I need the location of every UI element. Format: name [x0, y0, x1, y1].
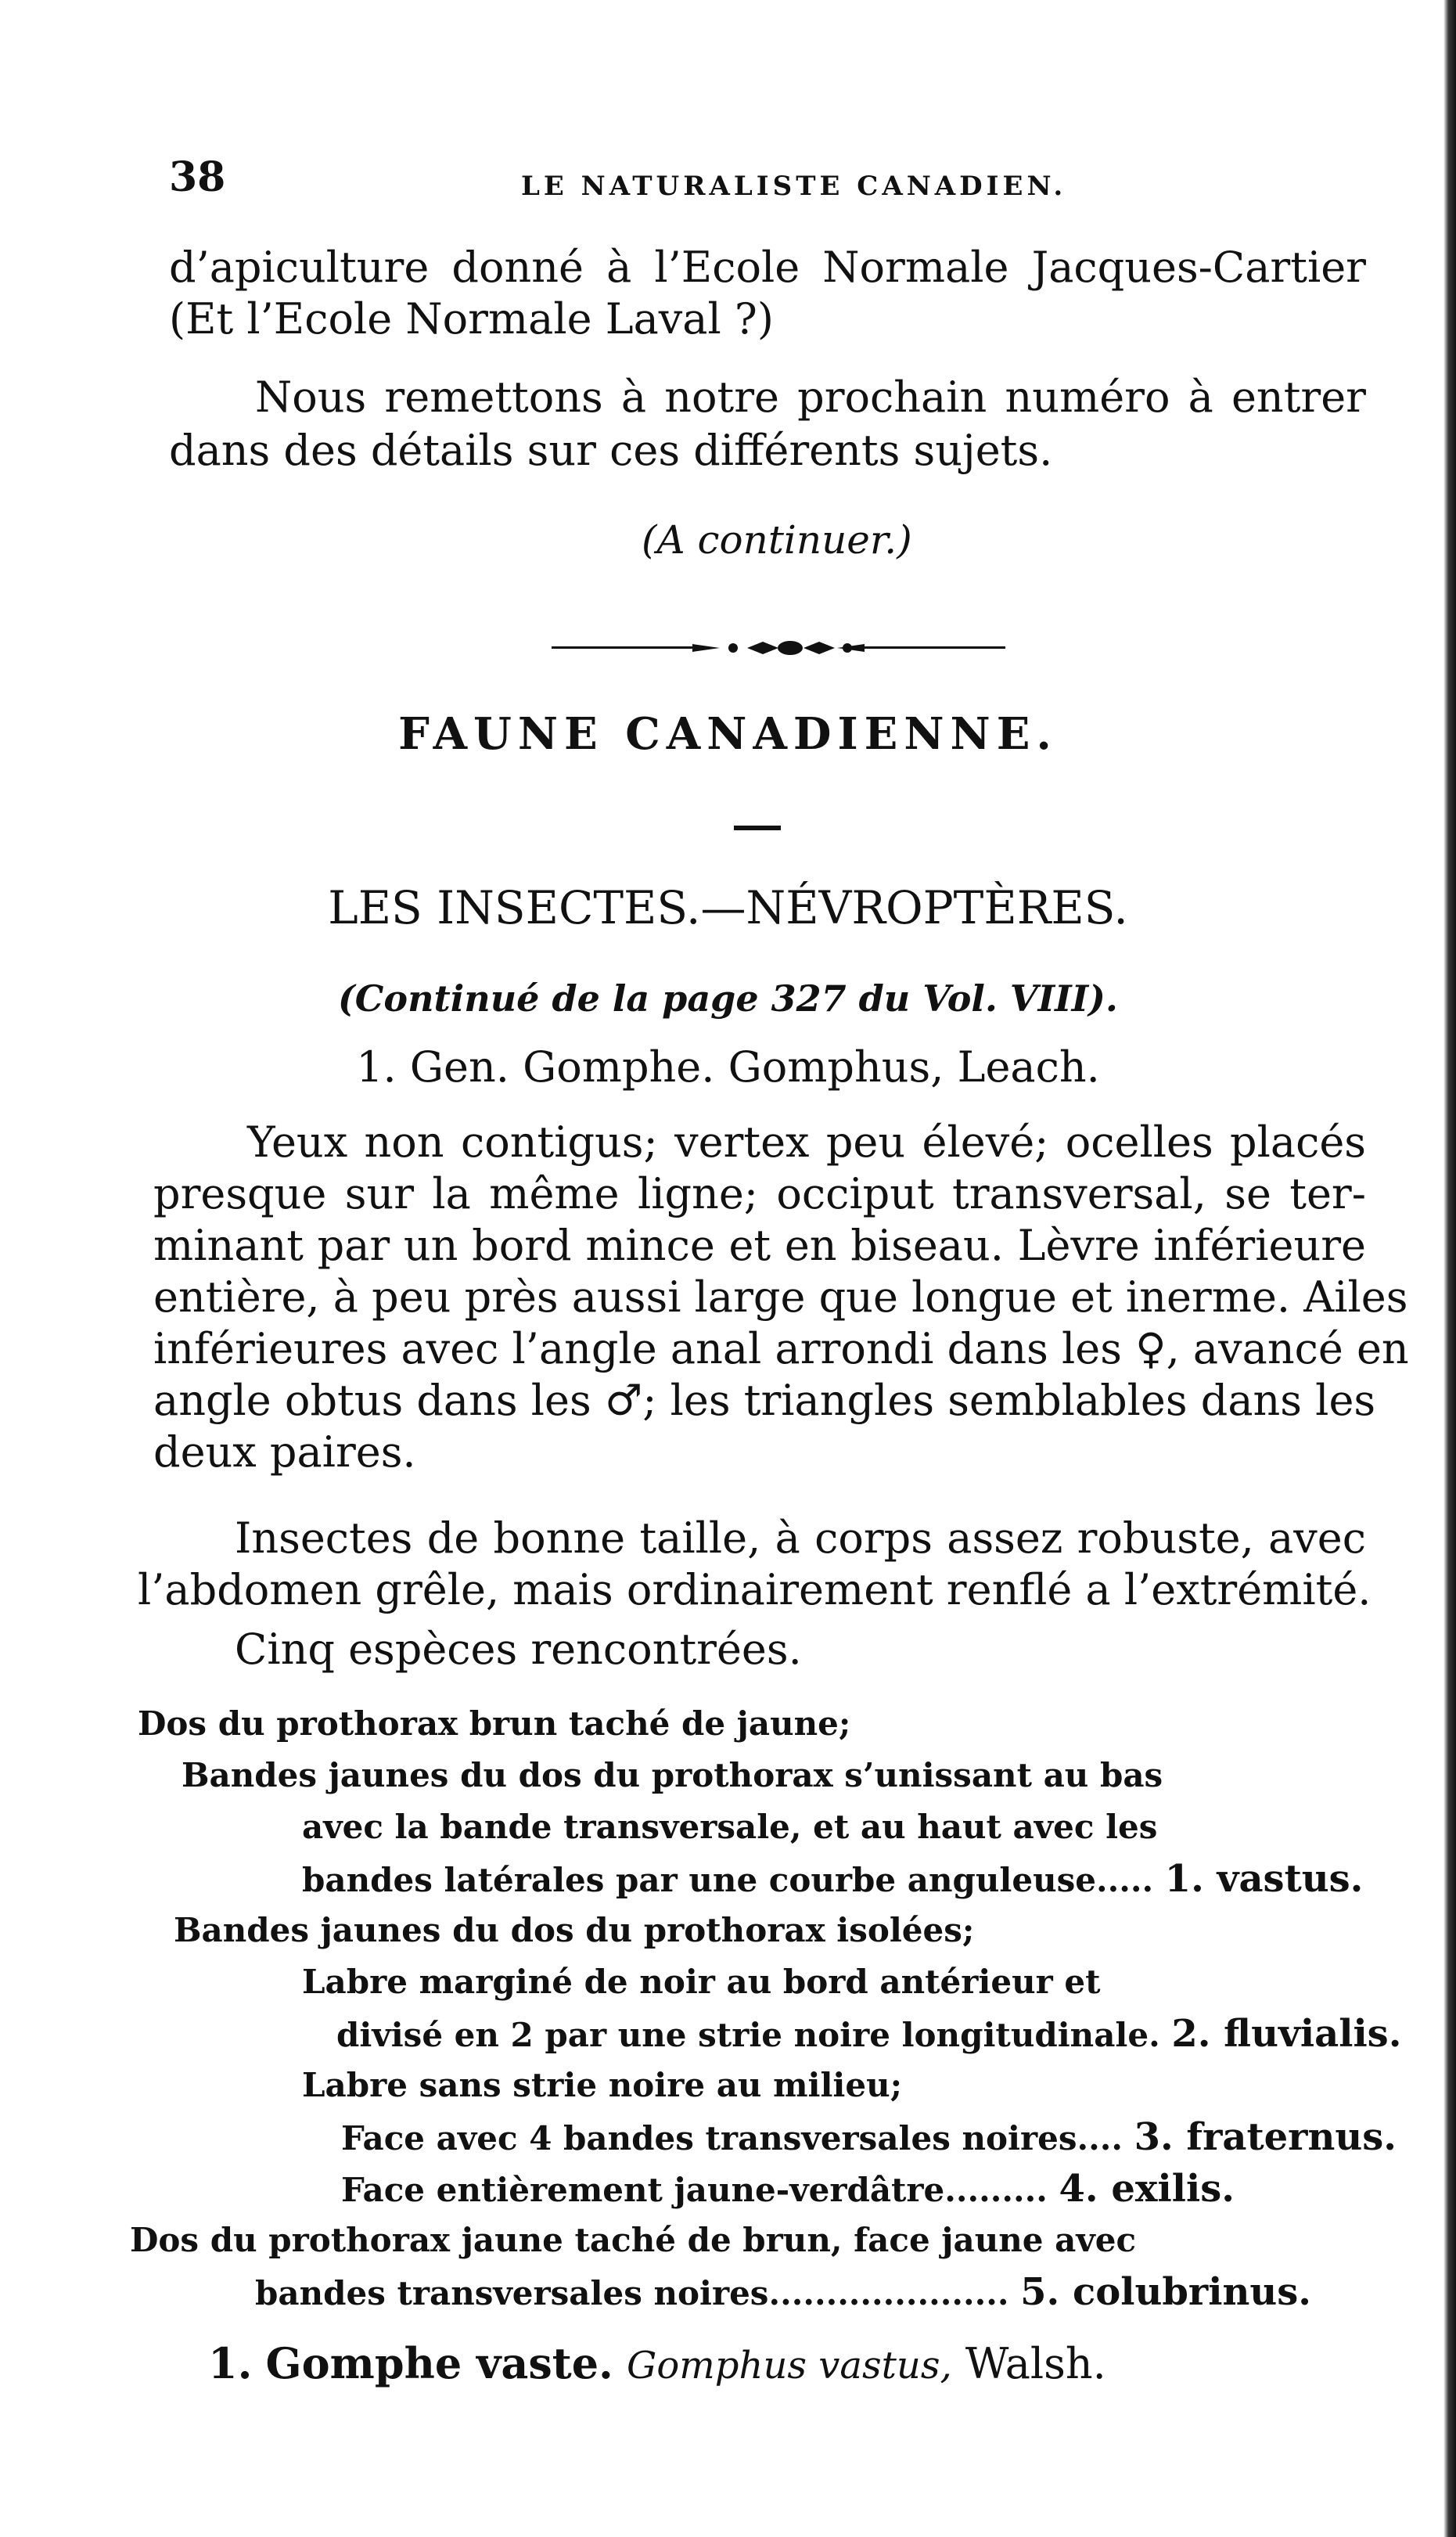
- key-line-11: Dos du prothorax jaune taché de brun, face jaune avec: [130, 2221, 1137, 2259]
- continued-from: (Continué de la page 327 du Vol. VIII).: [338, 977, 1118, 1020]
- intro-line-1: d’apiculture donné à l’Ecole Normale Jacques-Cartier: [169, 243, 1366, 292]
- section-title: FAUNE CANADIENNE.: [398, 708, 1058, 760]
- species-heading: [208, 2340, 1106, 2389]
- description-line-4: entière, à peu près aussi large que longue et inerme. Ailes: [153, 1272, 1408, 1322]
- key-line-5: Bandes jaunes du dos du prothorax isolées;: [174, 1911, 975, 1949]
- ornamental-divider: [552, 638, 1005, 658]
- description-line-7: deux paires.: [153, 1427, 416, 1477]
- running-title: LE NATURALISTE CANADIEN.: [521, 171, 1067, 202]
- key-line-7: [336, 2014, 1401, 2055]
- intro-line-2: (Et l’Ecole Normale Laval ?): [169, 294, 774, 344]
- intro-line-3: Nous remettons à notre prochain numéro à entrer: [255, 372, 1366, 422]
- intro-line-4: dans des détails sur ces différents sujets.: [169, 426, 1053, 475]
- species-vastus-label: 1. vastus.: [1164, 1857, 1364, 1901]
- section-subtitle: LES INSECTES.—NÉVROPTÈRES.: [328, 881, 1128, 934]
- key-line-7-text: divisé en 2 par une strie noire longitudinale.: [336, 2016, 1160, 2054]
- key-line-9: [341, 2115, 1397, 2159]
- key-line-10: [341, 2169, 1235, 2210]
- key-line-2: Bandes jaunes du dos du prothorax s’unissant au bas: [182, 1756, 1163, 1794]
- key-line-1: Dos du prothorax brun taché de jaune;: [138, 1704, 851, 1743]
- description2-line-2: l’abdomen grêle, mais ordinairement renflé a l’extrémité.: [138, 1565, 1372, 1614]
- key-line-12: [255, 2270, 1311, 2314]
- key-line-10-text: Face entièrement jaune-verdâtre.........: [341, 2171, 1048, 2209]
- page-header: [169, 153, 1358, 208]
- key-line-4-text: bandes latérales par une courbe anguleuse.....: [302, 1861, 1154, 1899]
- species-fraternus-label: 3. fraternus.: [1134, 2115, 1397, 2159]
- key-line-3: avec la bande transversale, et au haut avec les: [302, 1808, 1158, 1846]
- species-latin-name: Gomphus vastus,: [627, 2344, 952, 2388]
- key-line-12-text: bandes transversales noires.....................: [255, 2274, 1009, 2312]
- key-line-8: Labre sans strie noire au milieu;: [302, 2066, 903, 2104]
- species-colubrinus-label: 5. colubrinus.: [1020, 2270, 1311, 2314]
- species-fluvialis-label: 2. fluvialis.: [1171, 2012, 1402, 2056]
- species-exilis-label: 4. exilis.: [1059, 2167, 1235, 2211]
- description-line-5: inférieures avec l’angle anal arrondi dans les ♀, avancé en: [153, 1324, 1409, 1373]
- description-line-2: presque sur la même ligne; occiput transversal, se ter-: [153, 1169, 1366, 1218]
- continued-note: (A continuer.): [642, 517, 912, 563]
- species-author: Walsh.: [965, 2339, 1106, 2388]
- species-common-name: Gomphe vaste.: [265, 2338, 613, 2388]
- description2-line-1: Insectes de bonne taille, à corps assez robuste, avec: [235, 1513, 1366, 1563]
- genus-heading: 1. Gen. Gomphe. Gomphus, Leach.: [356, 1042, 1100, 1092]
- page-edge: [1443, 0, 1456, 2537]
- key-line-4: [302, 1859, 1363, 1900]
- page-number: 38: [169, 153, 226, 201]
- description2-line-3: Cinq espèces rencontrées.: [235, 1625, 802, 1674]
- species-number: 1.: [208, 2338, 253, 2388]
- key-line-6: Labre marginé de noir au bord antérieur et: [302, 1963, 1101, 2001]
- description-line-1: Yeux non contigus; vertex peu élevé; ocelles placés: [247, 1117, 1366, 1167]
- description-line-3: minant par un bord mince et en biseau. Lèvre inférieure: [153, 1221, 1366, 1270]
- description-line-6: angle obtus dans les ♂; les triangles semblables dans les: [153, 1376, 1376, 1425]
- key-line-9-text: Face avec 4 bandes transversales noires....: [341, 2119, 1123, 2157]
- title-dash: [734, 826, 781, 830]
